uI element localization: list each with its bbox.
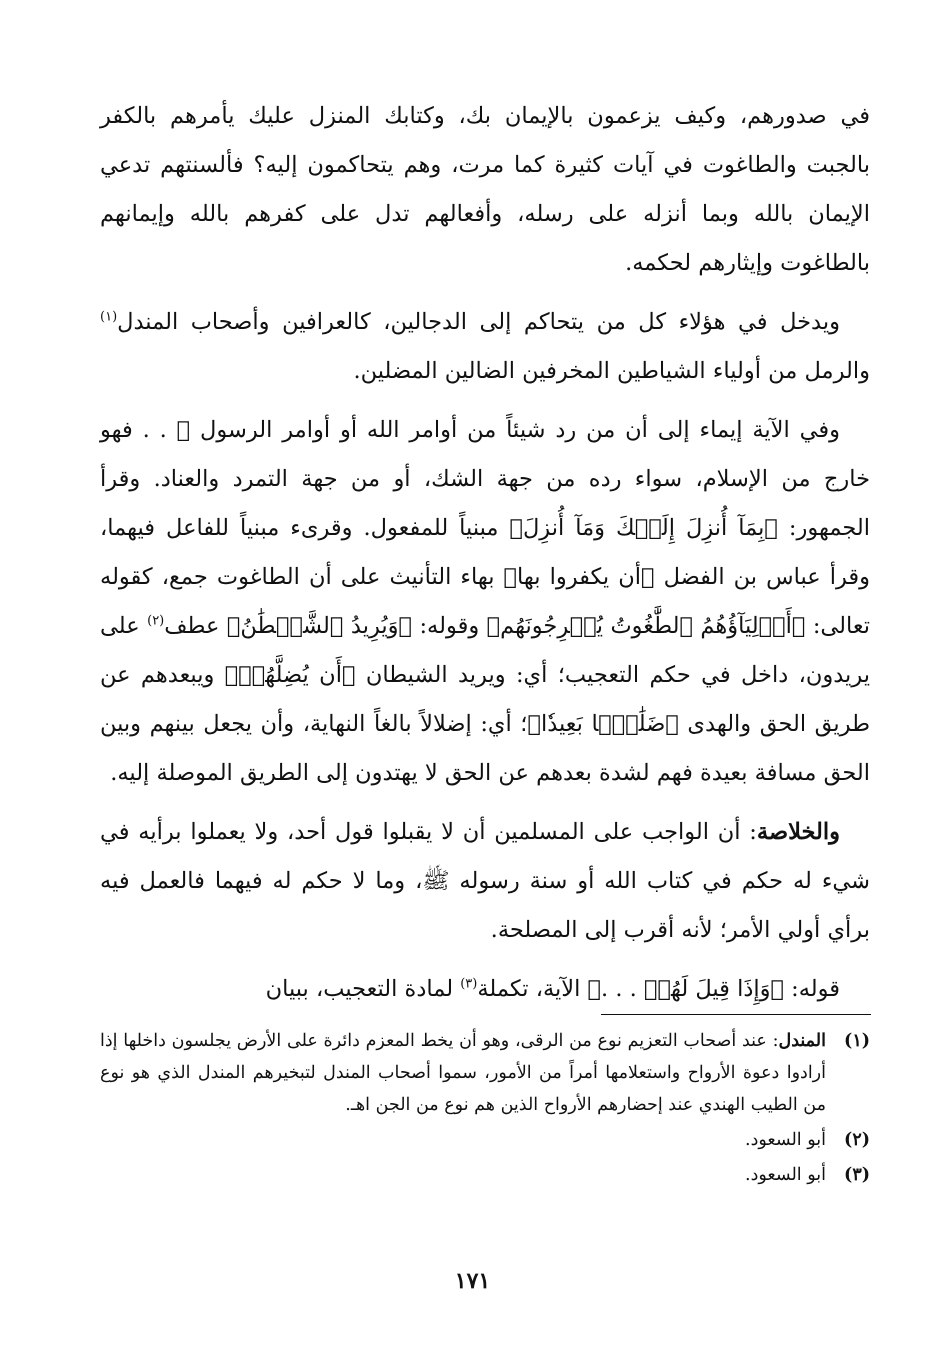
paragraph-2-part-2: والرمل من أولياء الشياطين المخرفين الضالين المضلين. xyxy=(353,358,870,384)
summary-lead: والخلاصة xyxy=(756,819,840,845)
footnote-text: أبو السعود. xyxy=(745,1165,826,1185)
footnote-number: (١) xyxy=(844,1031,870,1051)
footnote-separator xyxy=(601,1014,871,1015)
footnote-number: (٢) xyxy=(844,1130,870,1150)
footnotes xyxy=(100,1025,870,1194)
paragraph-5 xyxy=(100,965,870,1014)
main-text xyxy=(100,92,870,1014)
paragraph-3-part-1: وفي الآية إيماء إلى أن من رد شيئاً من أوامر الله أو أوامر الرسول ﷺ . . فهو خارج من الإسلام، سواء رده من جهة الشك، أو من جهة التمرد والعناد. وقرأ الجمهور: ﴿بِمَآ أُنزِلَ إِلَيۡكَ وَمَآ أُنزِلَ﴾ مبنياً للمفعول. وقرىء مبنياً للفاعل فيهما، وقرأ عباس بن الفضل ﴿أن يكفروا بها﴾ بهاء التأنيث على أن الطاغوت جمع، كقوله تعالى: ﴿أَوۡلِيَآؤُهُمُ ٱلطَّٰغُوتُ يُخۡرِجُونَهُم﴾ وقوله: ﴿وَيُرِيدُ ٱلشَّيۡطَٰنُ﴾ عطف xyxy=(100,417,871,639)
footnote-ref-2: (٢) xyxy=(147,613,165,629)
footnote-ref-3: (٣) xyxy=(460,976,478,992)
footnote-1 xyxy=(100,1025,870,1121)
paragraph-4-text: : أن الواجب على المسلمين أن لا يقبلوا قول أحد، ولا يعملوا برأيه في شيء له حكم في كتاب الله أو سنة رسوله ﷺ، وما لا حكم له فيهما فالعمل فيه برأي أولي الأمر؛ لأنه أقرب إلى المصلحة. xyxy=(100,819,870,943)
footnote-3 xyxy=(100,1159,870,1191)
paragraph-3-part-2: على يريدون، داخل في حكم التعجيب؛ أي: ويريد الشيطان ﴿أَن يُضِلَّهُمۡ﴾ ويبعدهم عن طريق الحق والهدى ﴿ضَلَٰلَۢا بَعِيدٗا﴾؛ أي: إضلالاً بالغاً النهاية، وأن يجعل بينهم وبين الحق مسافة بعيدة فهم لشدة بعدهم عن الحق لا يهتدون إلى الطريق الموصلة إليه. xyxy=(100,613,870,786)
paragraph-5-part-1: قوله: ﴿وَإِذَا قِيلَ لَهُمۡ . . .﴾ الآية، تكملة xyxy=(477,976,840,1002)
footnote-2 xyxy=(100,1124,870,1156)
paragraph-1: في صدورهم، وكيف يزعمون بالإيمان بك، وكتابك المنزل عليك يأمرهم بالكفر بالجبت والطاغوت في آيات كثيرة كما مرت، وهم يتحاكمون إليه؟ فألسنتهم تدعي الإيمان بالله وبما أنزله على رسله، وأفعالهم تدل على كفرهم بالله وإيمانهم بالطاغوت وإيثارهم لحكمه. xyxy=(100,103,870,276)
paragraph-2 xyxy=(100,298,870,396)
footnote-number: (٣) xyxy=(844,1165,870,1185)
paragraph-5-part-2: لمادة التعجيب، ببيان xyxy=(265,976,461,1002)
footnote-ref-1: (١) xyxy=(100,309,118,325)
footnote-term: المندل xyxy=(778,1031,826,1051)
paragraph-4 xyxy=(100,808,870,955)
footnote-text xyxy=(100,1025,826,1121)
footnote-text: أبو السعود. xyxy=(745,1130,826,1150)
paragraph-3 xyxy=(100,406,870,798)
page-number: ١٧١ xyxy=(454,1268,491,1294)
paragraph-2-part-1: ويدخل في هؤلاء كل من يتحاكم إلى الدجالين، كالعرافين وأصحاب المندل xyxy=(117,309,840,335)
footnote-body: : عند أصحاب التعزيم نوع من الرقى، وهو أن يخط المعزم دائرة على الأرض يجلسون داخلها إذا أرادوا دعوة الأرواح واستعلامها أمراً من الأمور، سموا أصحاب المندل لتبخيرهم المندل الذي هو نوع من الطيب الهندي عند إحضارهم الأرواح الذين هم نوع من الجن اهـ. xyxy=(100,1031,826,1115)
